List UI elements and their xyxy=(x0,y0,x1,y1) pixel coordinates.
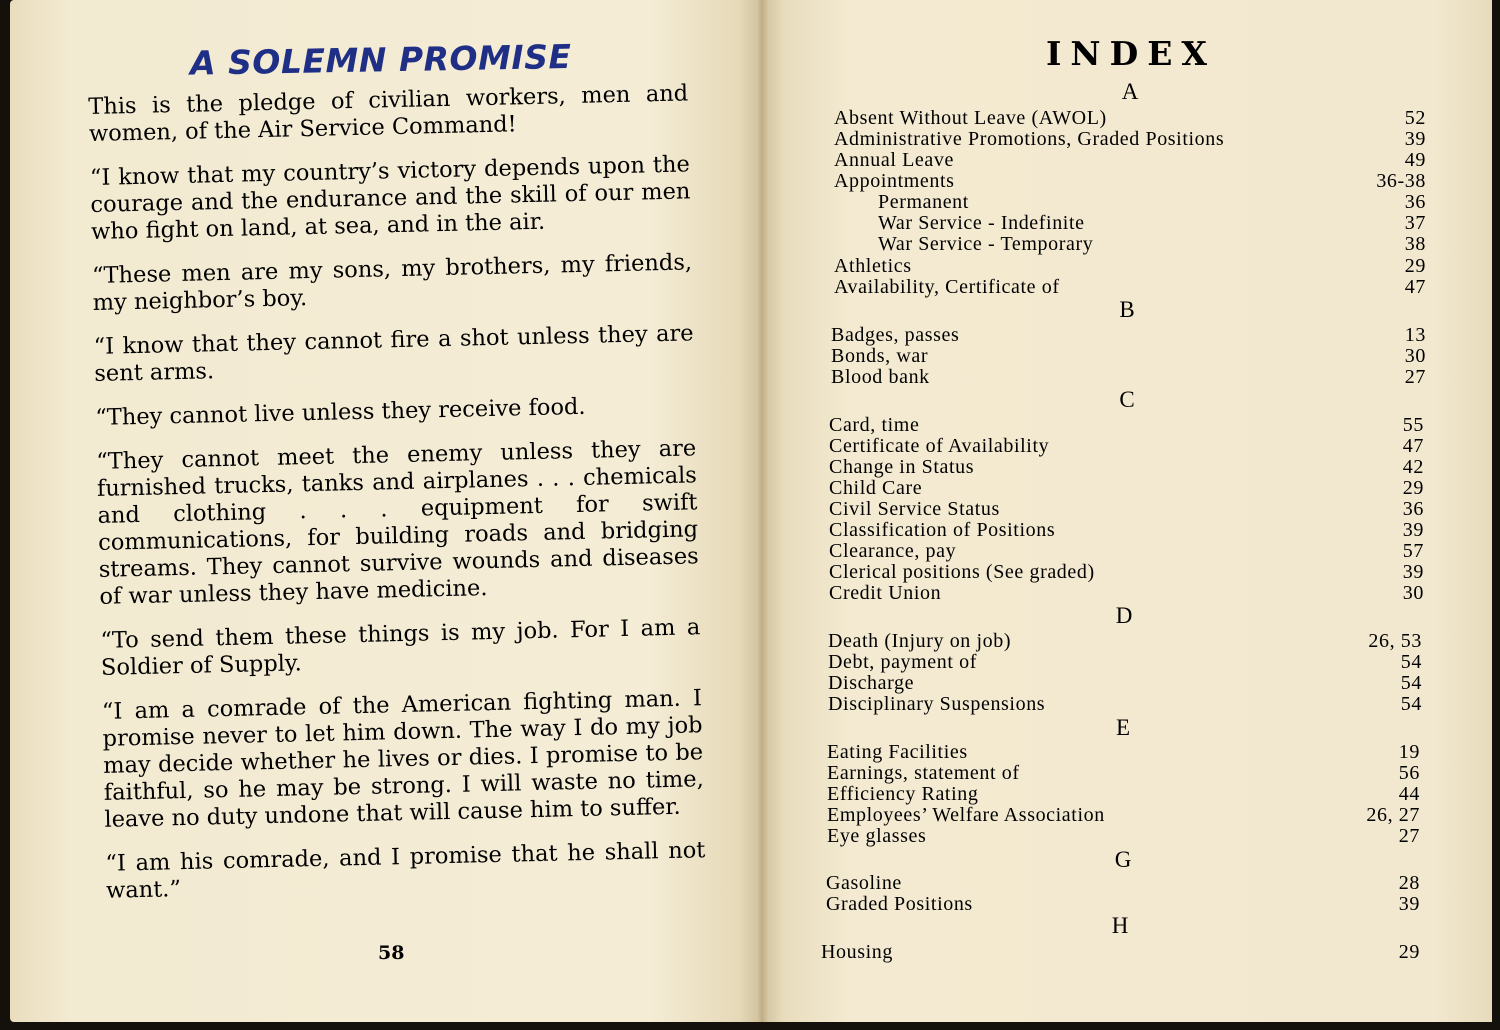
index-entry-label: Clerical positions (See graded) xyxy=(829,561,1095,583)
pledge-paragraph: “I know that they cannot fire a shot unless they are sent arms. xyxy=(93,320,694,387)
index-entry xyxy=(821,942,1420,963)
index-entry-pages: 57 xyxy=(1402,540,1424,562)
index-entry-label: Permanent xyxy=(878,191,969,213)
index-entry-pages: 27 xyxy=(1404,366,1426,388)
pledge-text xyxy=(88,80,707,921)
index-entry-pages: 54 xyxy=(1400,651,1422,673)
index-entry xyxy=(829,520,1424,541)
pledge-paragraph: “I know that my country’s victory depends upon the courage and the endurance and the skill of our men who fight on land, at sea, and in the air. xyxy=(89,151,691,245)
index-entry xyxy=(834,129,1426,150)
index-entry xyxy=(827,826,1420,847)
index-entry-pages: 28 xyxy=(1398,872,1420,894)
index-entry-pages: 30 xyxy=(1404,345,1426,367)
index-entry xyxy=(826,894,1420,915)
index-entry-pages: 13 xyxy=(1404,324,1426,346)
index-entry-pages: 54 xyxy=(1400,693,1422,715)
index-entry xyxy=(831,346,1426,367)
index-entry-pages: 19 xyxy=(1398,741,1420,763)
index-entry xyxy=(829,541,1424,562)
index-entry-label: Eye glasses xyxy=(827,825,927,847)
index-entry-pages: 39 xyxy=(1404,128,1426,150)
index-entry-label: Blood bank xyxy=(831,366,930,388)
index-entry xyxy=(834,171,1426,192)
index-entry-label: Earnings, statement of xyxy=(827,762,1020,784)
pledge-paragraph: This is the pledge of civilian workers, men and women, of the Air Service Command! xyxy=(88,80,689,147)
index-entry-label: Efficiency Rating xyxy=(827,783,979,805)
index-entry-label: Credit Union xyxy=(829,582,942,604)
index-entry-label: Eating Facilities xyxy=(827,741,968,763)
index-entry xyxy=(826,873,1420,894)
index-entry-label: War Service - Indefinite xyxy=(878,212,1085,234)
index-entry-pages: 27 xyxy=(1398,825,1420,847)
index-entry-pages: 52 xyxy=(1404,107,1426,129)
index-section-letter: G xyxy=(1114,847,1132,872)
index-entry xyxy=(829,499,1424,520)
index-entry-pages: 39 xyxy=(1402,561,1424,583)
index-entry xyxy=(878,234,1426,255)
index-section-letter: E xyxy=(1115,715,1131,740)
index-entry-pages: 49 xyxy=(1404,149,1426,171)
index-section-letter: A xyxy=(1121,79,1139,104)
index-entry-pages: 47 xyxy=(1404,276,1426,298)
index-entry xyxy=(828,652,1422,673)
index-entry xyxy=(828,694,1422,715)
index-entry-pages: 39 xyxy=(1398,893,1420,915)
index-entry xyxy=(827,784,1420,805)
index-entry xyxy=(834,277,1426,298)
index-entry-pages: 47 xyxy=(1402,435,1424,457)
index-entry-label: Child Care xyxy=(829,477,923,499)
index-entry-pages: 26, 53 xyxy=(1368,630,1422,652)
index-entry-label: Administrative Promotions, Graded Positions xyxy=(834,128,1225,150)
index-entry-label: Civil Service Status xyxy=(829,498,1000,520)
index-entry xyxy=(829,457,1424,478)
index-entry xyxy=(831,325,1426,346)
index-entry-label: Disciplinary Suspensions xyxy=(828,693,1046,715)
index-entry-label: Classification of Positions xyxy=(829,519,1056,541)
index-entry-label: Change in Status xyxy=(829,456,975,478)
pledge-paragraph: “I am his comrade, and I promise that he shall not want.” xyxy=(105,837,706,904)
index-entry-pages: 36 xyxy=(1404,191,1426,213)
index-section-letter: B xyxy=(1119,297,1135,322)
index-entry-label: Card, time xyxy=(829,414,920,436)
pledge-paragraph: “They cannot live unless they receive food. xyxy=(95,393,586,431)
book-gutter xyxy=(756,0,768,1022)
index-entry-label: Annual Leave xyxy=(834,149,954,171)
index-section-letter: H xyxy=(1111,913,1129,938)
index-entry-label: Athletics xyxy=(834,255,912,277)
pledge-paragraph: “They cannot meet the enemy unless they are furnished trucks, tanks and airplanes . . . chemicals and clothing . . . equipment for swift communications, for building roads and bridging streams. They cannot survive wounds and diseases of war unless they have medicine. xyxy=(96,435,699,610)
index-entry-pages: 30 xyxy=(1402,582,1424,604)
index-entry-pages: 38 xyxy=(1404,233,1426,255)
index-entry-pages: 29 xyxy=(1398,941,1420,963)
index-entry xyxy=(829,562,1424,583)
index-entry xyxy=(829,583,1424,604)
index-entry-pages: 56 xyxy=(1398,762,1420,784)
index-entry xyxy=(878,213,1426,234)
index-entry xyxy=(828,673,1422,694)
pledge-paragraph: “I am a comrade of the American fighting man. I promise never to let him down. The way I do my job may decide whether he lives or dies. I promise to be faithful, so he may be strong. I will waste no time, leave no duty undone that will cause him to suffer. xyxy=(101,685,704,833)
pledge-paragraph: “To send them these things is my job. For I am a Soldier of Supply. xyxy=(100,614,701,681)
index-entry-label: Availability, Certificate of xyxy=(834,276,1060,298)
index-entry-label: Discharge xyxy=(828,672,915,694)
index-entry-label: Certificate of Availability xyxy=(829,435,1050,457)
index-section-letter: C xyxy=(1119,387,1135,412)
index-entry-pages: 36-38 xyxy=(1376,170,1426,192)
index-entry-label: Appointments xyxy=(834,170,955,192)
index-entry-label: Death (Injury on job) xyxy=(828,630,1012,652)
index-entry-pages: 36 xyxy=(1402,498,1424,520)
index-entry xyxy=(829,478,1424,499)
index-entry xyxy=(827,763,1420,784)
index-entry-pages: 39 xyxy=(1402,519,1424,541)
page-title: A SOLEMN PROMISE xyxy=(189,37,572,83)
index-entry-label: Graded Positions xyxy=(826,893,973,915)
index-entry xyxy=(829,436,1424,457)
index-entry-label: Gasoline xyxy=(826,872,902,894)
index-entry-pages: 44 xyxy=(1398,783,1420,805)
index-entry-pages: 54 xyxy=(1400,672,1422,694)
index-title: INDEX xyxy=(1046,34,1216,73)
index-entry-label: Bonds, war xyxy=(831,345,929,367)
index-entry-pages: 55 xyxy=(1402,414,1424,436)
index-entry-pages: 37 xyxy=(1404,212,1426,234)
index-entry xyxy=(834,256,1426,277)
index-entry xyxy=(831,367,1426,388)
index-entry-label: Employees’ Welfare Association xyxy=(827,804,1105,826)
index-entry-pages: 29 xyxy=(1404,255,1426,277)
index-entry xyxy=(834,150,1426,171)
page-number: 58 xyxy=(378,942,405,964)
index-entry xyxy=(878,192,1426,213)
index-section-letter: D xyxy=(1115,603,1133,628)
index-entry-label: War Service - Temporary xyxy=(878,233,1094,255)
index-entry-label: Badges, passes xyxy=(831,324,960,346)
index-entry xyxy=(834,108,1426,129)
index-entry xyxy=(829,415,1424,436)
index-entry-pages: 29 xyxy=(1402,477,1424,499)
index-entry-label: Clearance, pay xyxy=(829,540,957,562)
index-entry xyxy=(828,631,1422,652)
pledge-paragraph: “These men are my sons, my brothers, my friends, my neighbor’s boy. xyxy=(91,249,693,316)
index-entry-pages: 26, 27 xyxy=(1366,804,1420,826)
index-entry xyxy=(827,805,1420,826)
index-entry xyxy=(827,742,1420,763)
index-entry-label: Debt, payment of xyxy=(828,651,978,673)
index-entry-pages: 42 xyxy=(1402,456,1424,478)
index-entry-label: Absent Without Leave (AWOL) xyxy=(834,107,1107,129)
index-entry-label: Housing xyxy=(821,941,893,963)
